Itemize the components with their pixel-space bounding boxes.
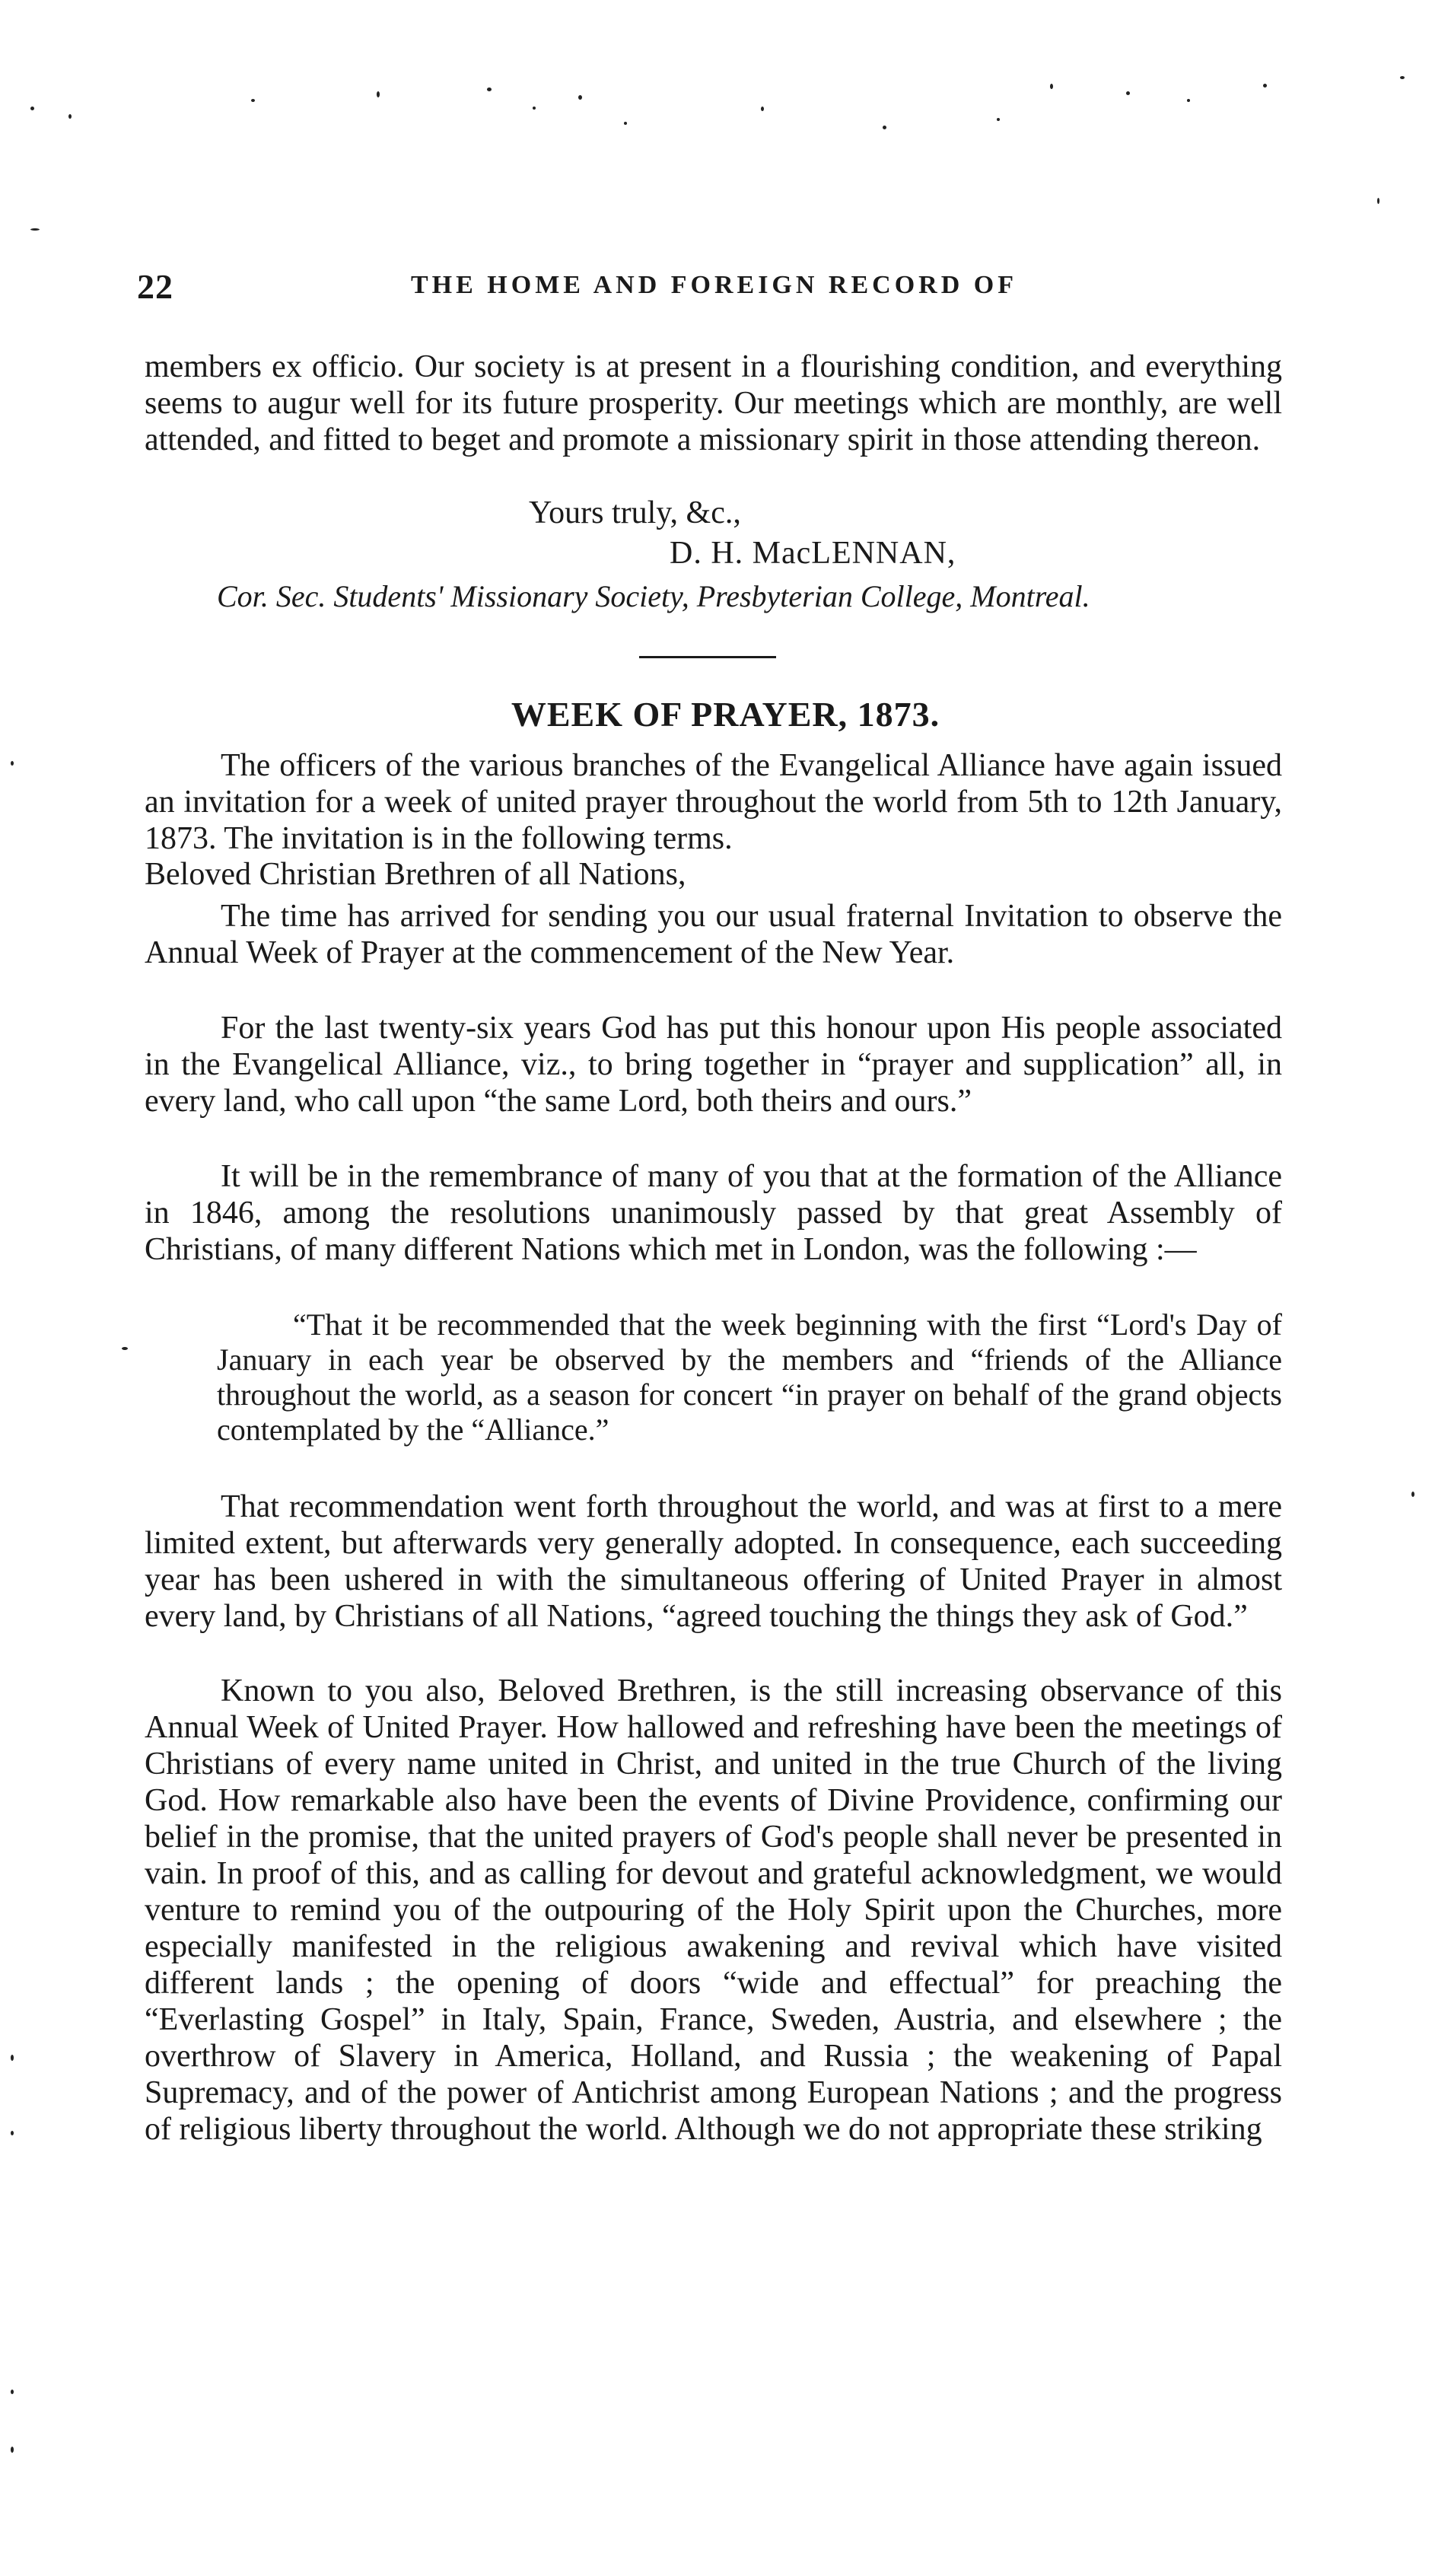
article-paragraph: Known to you also, Beloved Brethren, is the still increasing observance of this Annual Week of United Prayer. How hallowed and refreshing have been the meetings of Christians of every name united in Christ, and united in the true Church of the living God. How remarkable also have been the events of Divine Providence, confirming our belief in the promise, that the united prayers of God's people shall never be presented in vain. In proof of this, and as calling for devout and grateful acknowledgment, we would venture to remind you of the outpouring of the Holy Spirit upon the Churches, more especially manifested in the religious awakening and revival which have visited different lands ; the opening of doors “wide and effectual” for preaching the “Everlasting Gospel” in Italy, Spain, France, Sweden, Austria, and elsewhere ; the overthrow of Slavery in America, Holland, and Russia ; the weakening of Papal Supremacy, and of the power of Antichrist among European Nations ; and the progress of religious liberty throughout the world. Although we do not appropriate these striking [145, 1673, 1282, 2147]
letter-continuation [145, 349, 1282, 458]
article-paragraph: That recommendation went forth throughout the world, and was at first to a mere limited extent, but afterwards very generally adopted. In consequence, each succeeding year has been ushered in with the simultaneous offering of United Prayer in almost every land, by Christians of all Nations, “agreed touching the things they ask of God.” [145, 1489, 1282, 1634]
scan-speck [761, 107, 764, 111]
page-header [137, 266, 1278, 312]
scan-speck [11, 2055, 14, 2061]
article-intro-block [145, 747, 1282, 857]
quotation-text: “That it be recommended that the week beginning with the first “Lord's Day of January in each year be observed by the members and “friends of the Alliance throughout the world, as a season for concert “in prayer on behalf of the grand objects contemplated by the “Alliance.” [217, 1307, 1282, 1447]
scan-speck [997, 118, 1000, 121]
scan-speck [624, 122, 627, 125]
article-paragraph: The time has arrived for sending you our usual fraternal Invitation to observe the Annual Week of Prayer at the commencement of the New Year. [145, 899, 1282, 970]
running-head: THE HOME AND FOREIGN RECORD OF [411, 271, 1017, 299]
article-paragraph-block-2 [145, 1010, 1282, 1119]
salutation-block [145, 856, 1282, 893]
scan-speck [1050, 84, 1053, 89]
salutation: Beloved Christian Brethren of all Nations, [145, 857, 686, 892]
page-number: 22 [137, 267, 173, 306]
scan-speck [30, 107, 34, 110]
letter-paragraph: members ex officio. Our society is at present in a flourishing condition, and everything seems to augur well for its future prosperity. Our meetings which are monthly, are well attended, and fitted to beget and promote a missionary spirit in those attending thereon. [145, 349, 1282, 457]
letter-closing: Yours truly, &c., [529, 495, 741, 530]
article-paragraph: For the last twenty-six years God has put this honour upon His people associated in the Evangelical Alliance, viz., to bring together in “prayer and supplication” all, in every land, who call upon “the same Lord, both theirs and ours.” [145, 1011, 1282, 1119]
article-paragraph-block-1 [145, 898, 1282, 971]
scan-speck [578, 95, 582, 100]
scan-speck [1377, 198, 1379, 204]
scan-speck [68, 114, 72, 119]
scan-speck [11, 761, 14, 766]
article-paragraph-block-5 [145, 1673, 1282, 2148]
section-separator [639, 656, 776, 658]
scan-speck [1263, 84, 1267, 88]
scan-speck [11, 2131, 14, 2135]
letter-signature: D. H. MacLENNAN, [670, 536, 956, 571]
scan-speck [1411, 1492, 1414, 1497]
article-intro: The officers of the various branches of the Evangelical Alliance have again issued an invitation for a week of united prayer throughout the world from 5th to 12th January, 1873. The invitation is in the following terms. [145, 748, 1282, 856]
article-paragraph-block-4 [145, 1489, 1282, 1635]
article-paragraph-block-3 [145, 1158, 1282, 1268]
scan-speck [487, 88, 492, 91]
scan-speck [30, 228, 40, 231]
scan-speck [1126, 91, 1130, 95]
scan-speck [1187, 99, 1190, 102]
article-title: WEEK OF PRAYER, 1873. [511, 695, 940, 734]
scan-speck [251, 99, 255, 102]
scan-speck [11, 2390, 14, 2394]
scan-speck [883, 126, 886, 129]
article-paragraph: It will be in the remembrance of many of you that at the formation of the Alliance in 1846, among the resolutions unanimously passed by that great Assembly of Christians, of many different Nations which met in London, was the following :— [145, 1159, 1282, 1267]
scan-speck [533, 107, 536, 110]
scan-speck [122, 1347, 128, 1350]
resolution-quotation [217, 1307, 1282, 1447]
letter-designation: Cor. Sec. Students' Missionary Society, Presbyterian College, Montreal. [217, 579, 1090, 613]
scan-speck [11, 2447, 14, 2453]
scan-speck [1400, 76, 1405, 79]
scan-speck [377, 91, 380, 97]
